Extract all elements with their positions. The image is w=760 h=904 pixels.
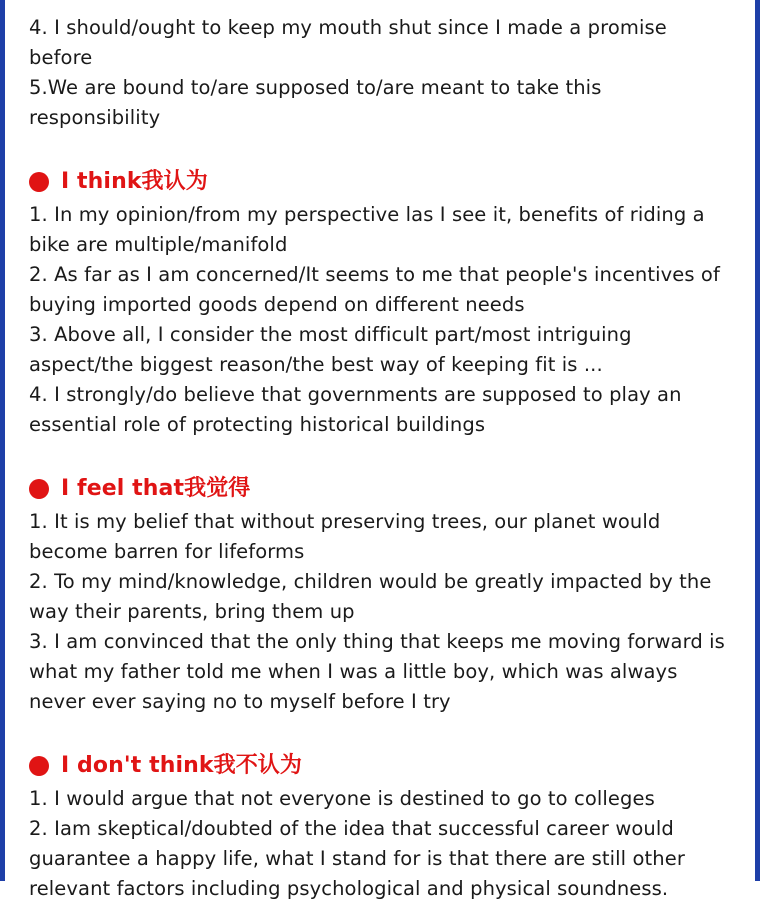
intro-line-5: 5.We are bound to/are supposed to/are meant to take this responsibility: [29, 76, 602, 129]
intro-line-4: 4. I should/ought to keep my mouth shut since I made a promise before: [29, 16, 667, 69]
article-body: [29, 13, 736, 904]
list-item: 2. As far as I am concerned/It seems to me that people's incentives of buying imported goods depend on different needs: [29, 263, 720, 316]
list-item: 1. In my opinion/from my perspective las I see it, benefits of riding a bike are multiple/manifold: [29, 203, 705, 256]
section-heading-text: I feel that我觉得: [61, 476, 251, 501]
list-item: 1. It is my belief that without preserving trees, our planet would become barren for lifeforms: [29, 510, 661, 563]
section-heading: [29, 751, 736, 781]
list-item: 3. I am convinced that the only thing that keeps me moving forward is what my father told me when I was a little boy, which was always never ever saying no to myself before I try: [29, 630, 725, 713]
list-item: 2. To my mind/knowledge, children would be greatly impacted by the way their parents, bring them up: [29, 570, 712, 623]
section-i-dont-think: [29, 751, 736, 904]
section-i-think: [29, 167, 736, 440]
section-heading-text: I don't think我不认为: [61, 753, 302, 778]
red-dot-icon: [29, 479, 49, 499]
left-border: [0, 0, 5, 881]
right-border: [755, 0, 760, 881]
red-dot-icon: [29, 756, 49, 776]
list-item: 4. I strongly/do believe that governments are supposed to play an essential role of protecting historical buildings: [29, 383, 682, 436]
list-item: 1. I would argue that not everyone is destined to go to colleges: [29, 787, 655, 810]
list-item: 3. Above all, I consider the most difficult part/most intriguing aspect/the biggest reason/the best way of keeping fit is ...: [29, 323, 632, 376]
section-heading: [29, 474, 736, 504]
red-dot-icon: [29, 172, 49, 192]
section-i-feel-that: [29, 474, 736, 717]
list-item: 2. Iam skeptical/doubted of the idea that successful career would guarantee a happy life, what I stand for is that there are still other relevant factors including psychological and physical soundness.: [29, 817, 685, 900]
section-heading: [29, 167, 736, 197]
section-heading-text: I think我认为: [61, 169, 208, 194]
